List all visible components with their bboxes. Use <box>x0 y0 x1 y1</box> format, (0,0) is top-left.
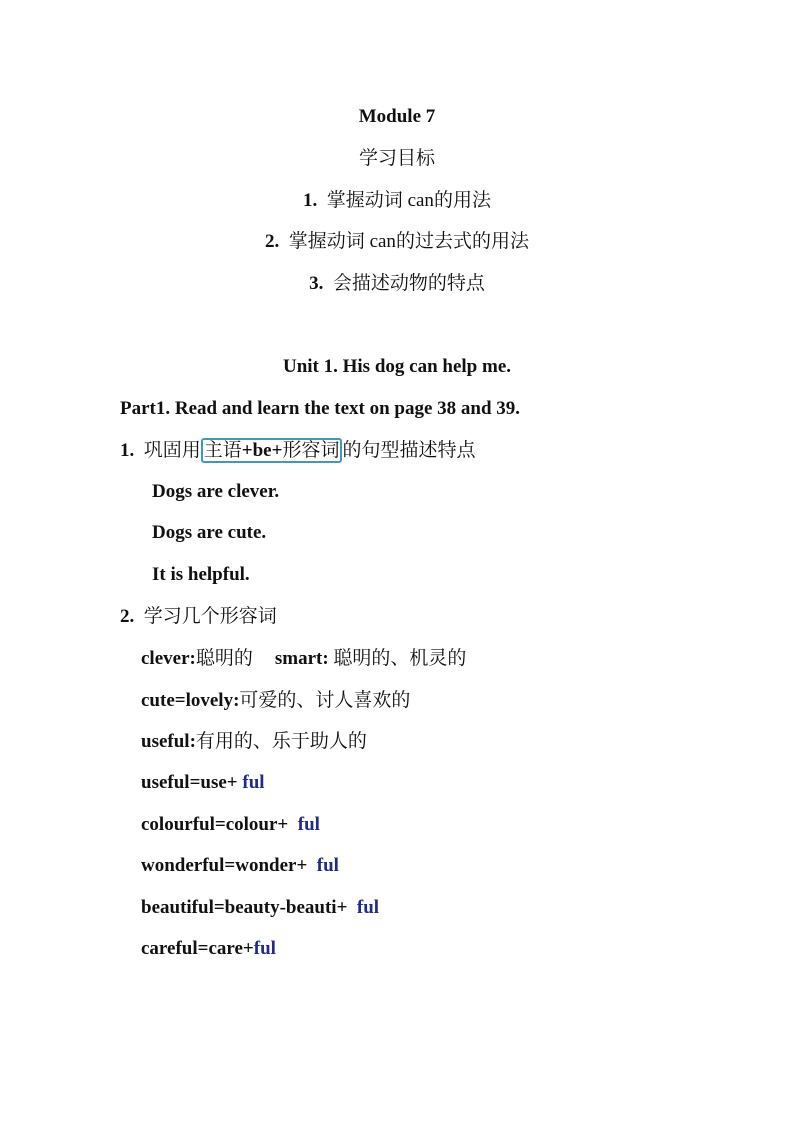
section1-number: 1. <box>120 440 135 461</box>
unit-title <box>0 355 794 379</box>
example-text: It is helpful. <box>152 564 250 585</box>
objective-keyword: can <box>407 190 434 211</box>
word-formation <box>141 896 379 920</box>
vocab-word: useful: <box>141 731 196 752</box>
section1-post-text: 的句型描述特点 <box>342 439 476 461</box>
word-formation <box>141 813 320 837</box>
objectives-title <box>0 146 794 170</box>
formation-suffix: ful <box>297 814 320 835</box>
sentence-pattern-box <box>201 438 343 463</box>
formation-suffix: ful <box>242 772 265 793</box>
word-formation <box>141 854 339 878</box>
section2-number: 2. <box>120 606 135 627</box>
objective-text: 掌握动词 <box>288 230 365 252</box>
objectives-title-text: 学习目标 <box>358 147 435 169</box>
objective-item <box>0 271 794 296</box>
vocab-item <box>141 646 466 671</box>
vocab-meaning: 聪明的、机灵的 <box>333 647 467 669</box>
module-title-text: Module 7 <box>358 106 436 127</box>
example-sentence <box>152 563 250 587</box>
pattern-adjective: 形容词 <box>282 439 340 461</box>
formation-suffix: ful <box>356 897 380 918</box>
pattern-be: +be+ <box>241 440 283 461</box>
word-formation <box>141 771 265 795</box>
unit-title-text: Unit 1. His dog can help me. <box>282 356 512 377</box>
formation-suffix: ful <box>316 855 339 876</box>
objective-item <box>0 188 794 213</box>
objective-text-rest: 的过去式的用法 <box>395 230 529 252</box>
part-title <box>120 397 520 421</box>
formation-base: beautiful=beauty-beauti+ <box>141 897 353 918</box>
formation-base: careful=care+ <box>141 938 254 959</box>
objective-number: 2. <box>265 231 280 252</box>
vocab-meaning: 可爱的、讨人喜欢的 <box>239 689 411 711</box>
vocab-item <box>141 729 367 754</box>
example-sentence <box>152 480 279 504</box>
example-text: Dogs are clever. <box>152 481 280 502</box>
vocab-word: smart: <box>274 648 329 669</box>
objective-number: 3. <box>309 273 324 294</box>
formation-base: wonderful=wonder+ <box>141 855 313 876</box>
section1-pre-text: 巩固用 <box>143 439 201 461</box>
section2-heading <box>120 604 277 629</box>
section1-heading <box>120 438 475 463</box>
example-text: Dogs are cute. <box>152 522 267 543</box>
vocab-word: cute=lovely: <box>141 690 240 711</box>
vocab-meaning: 有用的、乐于助人的 <box>195 730 367 752</box>
section2-title: 学习几个形容词 <box>143 605 277 627</box>
objective-number: 1. <box>303 190 318 211</box>
part-title-text: Part1. Read and learn the text on page 38 and 39. <box>120 398 521 419</box>
objective-keyword: can <box>369 231 396 252</box>
objective-text-rest: 的用法 <box>433 189 491 211</box>
pattern-subject: 主语 <box>203 439 242 461</box>
objective-item <box>0 229 794 254</box>
objective-text: 会描述动物的特点 <box>332 272 485 294</box>
formation-base: useful=use+ <box>141 772 238 793</box>
module-title <box>0 105 794 129</box>
formation-suffix: ful <box>253 938 276 959</box>
vocab-word: clever: <box>141 648 196 669</box>
word-formation <box>141 937 276 961</box>
vocab-meaning: 聪明的 <box>195 647 253 669</box>
objective-text: 掌握动词 <box>326 189 403 211</box>
example-sentence <box>152 521 266 545</box>
vocab-item <box>141 688 410 713</box>
formation-base: colourful=colour+ <box>141 814 293 835</box>
